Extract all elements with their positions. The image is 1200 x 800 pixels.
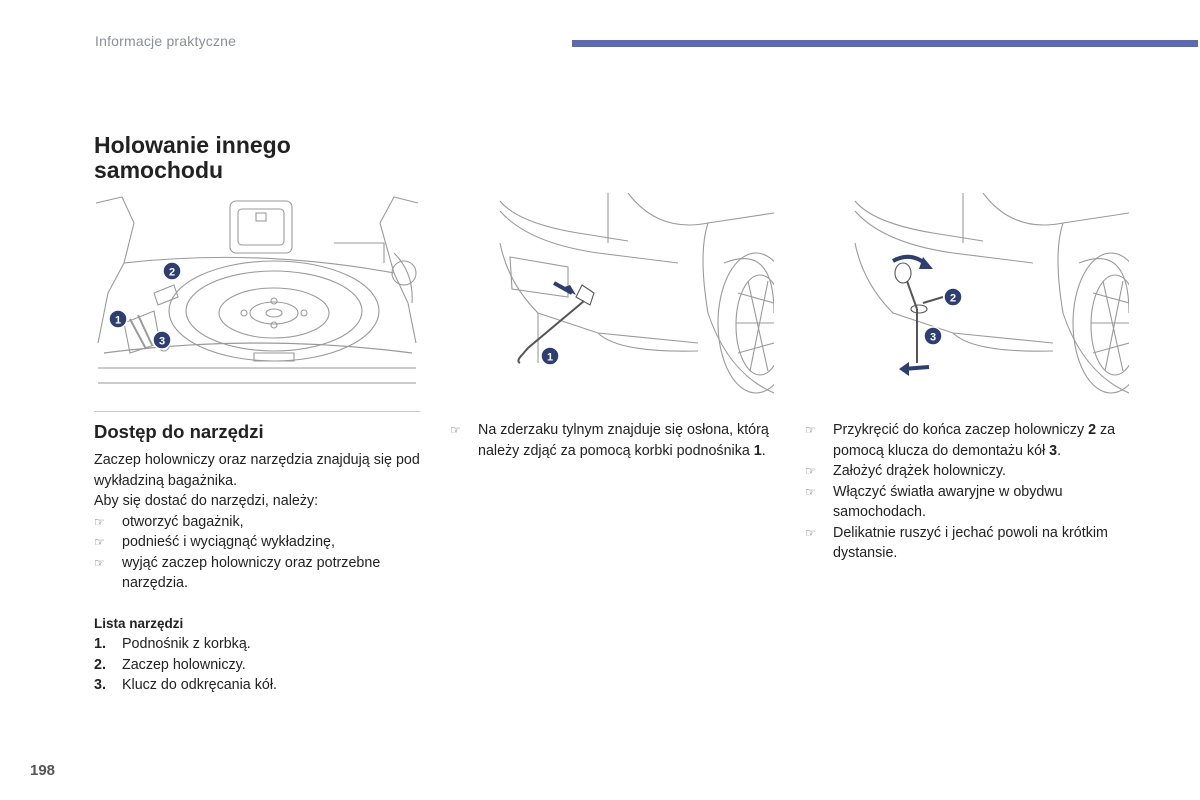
lead-text: Aby się dostać do narzędzi, należy: [94, 493, 319, 509]
page-number: 198 [30, 762, 56, 779]
towing-steps-section [805, 420, 1135, 564]
callout-2 [163, 262, 181, 280]
list-item: 1. Podnośnik z korbką. [94, 636, 251, 652]
trunk-callouts [94, 193, 420, 411]
list-item: ☞ Na zderzaku tylnym znajduje się osłona, którą należy zdjąć za pomocą korbki podnośnika 1. [450, 422, 769, 459]
tools-list-title: Lista narzędzi [94, 615, 184, 631]
callout-3 [153, 331, 171, 349]
page-title [94, 133, 291, 183]
section-heading: Dostęp do narzędzi [94, 421, 264, 442]
svg-text:2: 2 [949, 292, 957, 305]
svg-text:2: 2 [168, 266, 176, 279]
list-item: ☞ podnieść i wyciągnąć wykładzinę, [94, 532, 424, 553]
callout-2 [944, 288, 962, 306]
list-item: ☞ Przykręcić do końca zaczep holowniczy 2 za pomocą klucza do demontażu kół 3. [805, 422, 1116, 459]
list-item: ☞ wyjąć zaczep holowniczy oraz potrzebne narzędzia. [94, 554, 381, 591]
pointing-hand-icon: ☞ [450, 423, 461, 437]
bumper-cover-illustration [498, 193, 774, 411]
pointing-hand-icon: ☞ [94, 535, 105, 549]
list-item: ☞ Włączyć światła awaryjne w obydwu samochodach. [805, 483, 1063, 520]
steps-list [805, 420, 1135, 564]
bumper-step-section [450, 420, 770, 461]
pointing-hand-icon: ☞ [805, 484, 816, 499]
callout-3 [924, 327, 942, 345]
towing-eye-illustration [853, 193, 1129, 411]
svg-text:3: 3 [929, 331, 937, 344]
pointing-hand-icon: ☞ [94, 555, 105, 570]
list-item: ☞ Założyć drążek holowniczy. [805, 461, 1135, 482]
list-item: ☞ otworzyć bagażnik, [94, 512, 424, 533]
pointing-hand-icon: ☞ [805, 423, 816, 437]
list-item: ☞ Delikatnie ruszyć i jechać powoli na krótkim dystansie. [805, 524, 1108, 561]
svg-text:3: 3 [158, 335, 166, 348]
page-title-line-2: samochodu [94, 157, 224, 183]
pointing-hand-icon: ☞ [805, 525, 816, 540]
steps-list [94, 512, 424, 594]
svg-text:1: 1 [114, 314, 122, 327]
callout-1 [541, 347, 559, 365]
header-accent-bar [572, 40, 1198, 47]
tools-access-section [94, 420, 424, 696]
arrow-left-icon [899, 362, 909, 376]
pointing-hand-icon: ☞ [805, 464, 816, 478]
page-title-line-1: Holowanie innego [94, 132, 291, 158]
trunk-illustration [94, 193, 420, 412]
steps-list [450, 420, 770, 461]
pointing-hand-icon: ☞ [94, 514, 105, 529]
callout-1 [109, 310, 127, 328]
hook-callouts [853, 193, 1129, 411]
svg-text:1: 1 [546, 351, 554, 364]
bumper-callouts [498, 193, 774, 411]
list-item: 2. Zaczep holowniczy. [94, 656, 246, 673]
section-label: Informacje praktyczne [95, 33, 237, 49]
intro-text: Zaczep holowniczy oraz narzędzia znajdują się pod wykładziną bagażnika. [94, 452, 420, 489]
list-item: 3. Klucz do odkręcania kół. [94, 677, 277, 693]
tools-list [94, 634, 424, 696]
